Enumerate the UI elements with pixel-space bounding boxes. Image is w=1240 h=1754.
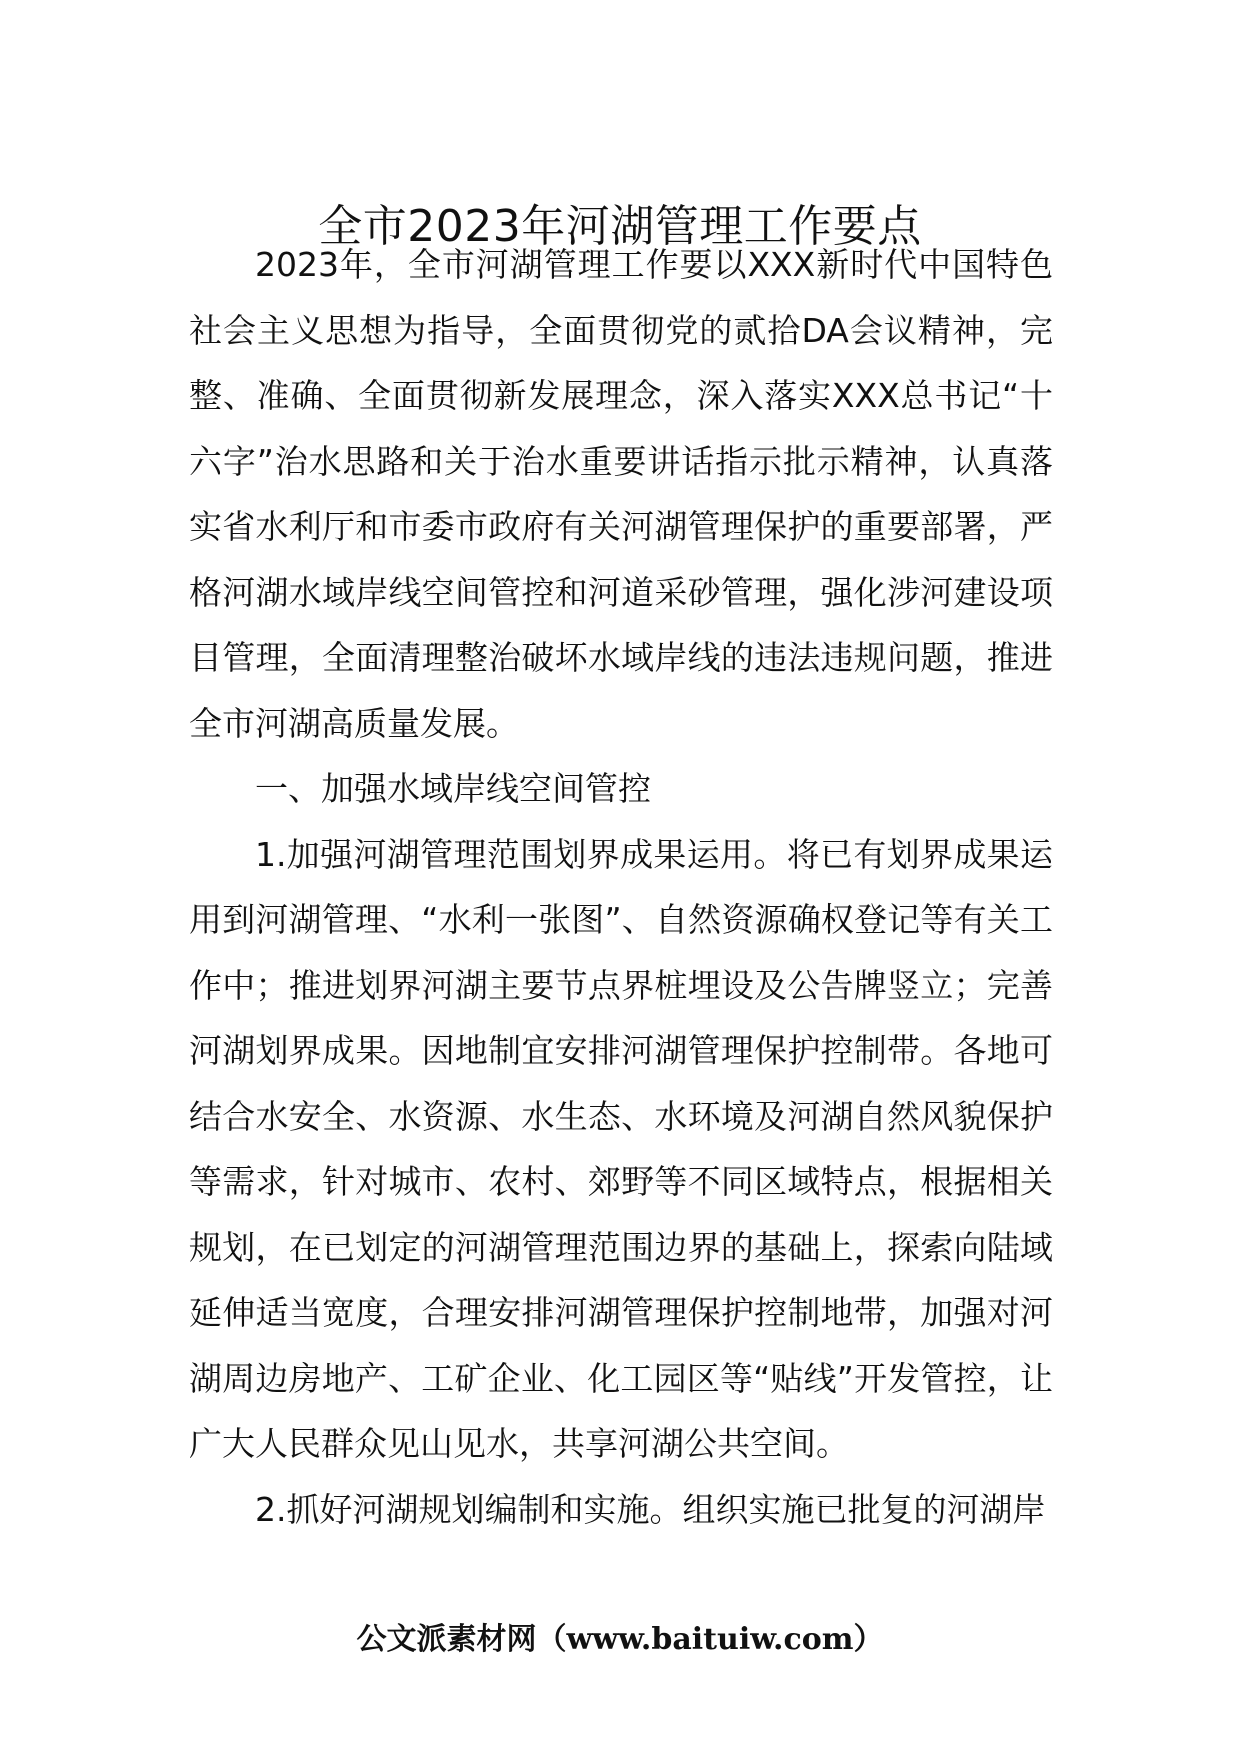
document-body (189, 232, 1053, 1542)
paragraph-item-1: 1.加强河湖管理范围划界成果运用。将已有划界成果运用到河湖管理、“水利一张图”、自然资源确权登记等有关工作中；推进划界河湖主要节点界桩埋设及公告牌竖立；完善河湖划界成果。因地制宜安排河湖管理保护控制带。各地可结合水安全、水资源、水生态、水环境及河湖自然风貌保护等需求，针对城市、农村、郊野等不同区域特点，根据相关规划，在已划定的河湖管理范围边界的基础上，探索向陆域延伸适当宽度，合理安排河湖管理保护控制地带，加强对河湖周边房地产、工矿企业、化工园区等“贴线”开发管控，让广大人民群众见山见水，共享河湖公共空间。 (189, 834, 1053, 1463)
paragraph-intro: 2023年，全市河湖管理工作要以XXX新时代中国特色社会主义思想为指导，全面贯彻党的贰拾DA会议精神，完整、准确、全面贯彻新发展理念，深入落实XXX总书记“十六字”治水思路和关于治水重要讲话指示批示精神，认真落实省水利厅和市委市政府有关河湖管理保护的重要部署，严格河湖水域岸线空间管控和河道采砂管理，强化涉河建设项目管理，全面清理整治破坏水域岸线的违法违规问题，推进全市河湖高质量发展。 (189, 245, 1053, 743)
document-title: 全市2023年河湖管理工作要点 (318, 201, 922, 253)
footer-watermark: 公文派素材网（www.baituiw.com） (356, 1622, 884, 1657)
section-heading-1: 一、加强水域岸线空间管控 (255, 769, 651, 808)
paragraph-item-2: 2.抓好河湖规划编制和实施。组织实施已批复的河湖岸 (255, 1489, 1046, 1529)
